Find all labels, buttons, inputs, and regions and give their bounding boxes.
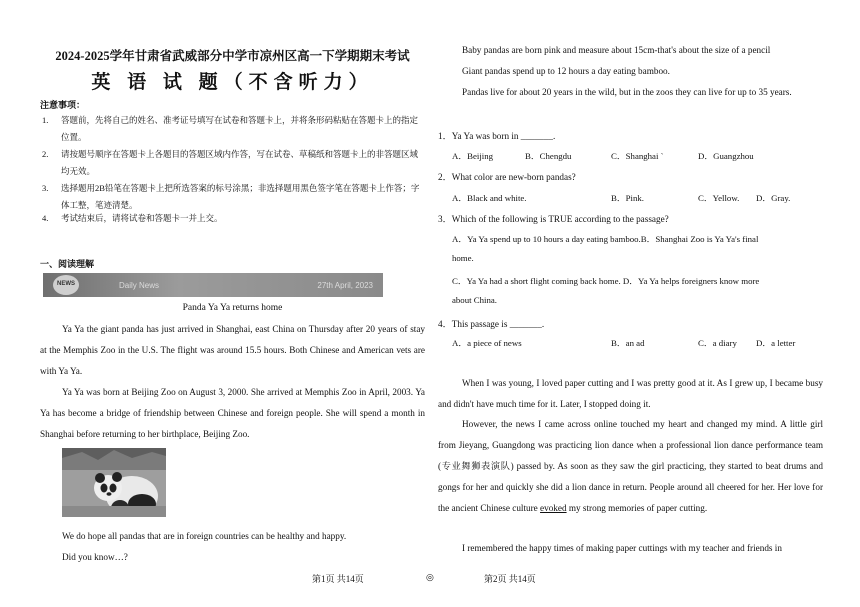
article-title: Panda Ya Ya returns home xyxy=(182,303,283,313)
subject-title: 英 语 试 题（不含听力） xyxy=(91,72,374,93)
question-option: C．Ya Ya had a short flight coming back home. D．Ya Ya helps foreigners know more xyxy=(452,276,760,286)
question-option: C．Shanghai ` xyxy=(611,151,664,161)
footer-page2: 第2页 共14页 xyxy=(484,574,536,584)
question-option: A．Beijing xyxy=(452,151,494,161)
notice-item: 2. 请按题号顺序在答题卡上各题目的答题区域内作答，写在试卷、草稿纸和答题卡上的非答题区域均无效。 xyxy=(42,149,419,176)
question-option: B．Pink. xyxy=(611,193,644,203)
question-option: D．Guangzhou xyxy=(698,151,754,161)
paragraph: Did you know…? xyxy=(62,552,128,562)
section-title: 一、阅读理解 xyxy=(40,259,95,269)
question-stem: 2．What color are new-born pandas? xyxy=(438,172,576,182)
question-stem: 3．Which of the following is TRUE according to the passage? xyxy=(438,214,669,224)
notice-heading: 注意事项： xyxy=(40,100,86,110)
notice-item: 3. 选择题用2B铅笔在答题卡上把所选答案的标号涂黑；非选择题用黑色签字笔在答题卡上作答；字体工整，笔迹清楚。 xyxy=(42,183,420,210)
question-option: A．Black and white. xyxy=(452,193,527,203)
question-option: D．Gray. xyxy=(756,193,791,203)
question-stem: 1．Ya Ya was born in _______. xyxy=(438,131,556,141)
question-option: C．a diary xyxy=(698,338,737,348)
paragraph: I remembered the happy times of making paper cuttings with my teacher and friends in xyxy=(462,543,782,553)
notice-item: 1. 答题前，先将自己的姓名、准考证号填写在试卷和答题卡上，并将条形码粘贴在答题卡上的指定位置。 xyxy=(42,115,419,142)
paragraph: Ya Ya the giant panda has just arrived in Shanghai, east China on Thursday after 20 years of stay at the Memphis Zoo in the U.S. The flight was around 15.5 hours. Both Chinese and American vets are with Ya Ya. xyxy=(40,324,425,376)
question-option: C．Yellow. xyxy=(698,193,740,203)
question-option: D．a letter xyxy=(756,338,796,348)
panda-photo xyxy=(62,448,166,517)
footer-mark: ◎ xyxy=(426,572,434,582)
question-option: A．a piece of news xyxy=(452,338,522,348)
banner-date: 27th April, 2023 xyxy=(317,281,373,290)
paragraph: Baby pandas are born pink and measure about 15cm-that's about the size of a pencil xyxy=(462,45,771,55)
question-stem: 4．This passage is _______. xyxy=(438,319,545,329)
question-option: home. xyxy=(452,253,474,263)
footer-page1: 第1页 共14页 xyxy=(312,574,364,584)
notice-item: 4. 考试结束后，请将试卷和答题卡一并上交。 xyxy=(42,213,223,223)
underlined-word: evoked xyxy=(540,503,567,513)
paragraph: However, the news I came across online touched my heart and changed my mind. A little girl from Jieyang, Guangdong was practicing lion dance when a professional lion dance performance team (专业舞狮表演队) passed by. As soon as they saw the girl practicing, they started to beat drums and gongs for her and quickly she did a lion dance in return. People around all cheered for her. Her love for the ancient Chinese culture evoked my strong memories of paper cutting. xyxy=(438,419,823,513)
question-option: B．an ad xyxy=(611,338,645,348)
exam-title: 2024-2025学年甘肃省武威部分中学市凉州区高一下学期期末考试 xyxy=(55,49,410,63)
paragraph: Giant pandas spend up to 12 hours a day eating bamboo. xyxy=(462,66,670,76)
paragraph: We do hope all pandas that are in foreign countries can be healthy and happy. xyxy=(62,531,347,541)
panda-image-icon xyxy=(62,448,166,517)
paragraph: When I was young, I loved paper cutting and I was pretty good at it. As I grew up, I became busy and didn't have much time for it. Later, I stopped doing it. xyxy=(438,378,823,409)
question-option: A．Ya Ya spend up to 10 hours a day eating bamboo.B．Shanghai Zoo is Ya Ya's final xyxy=(452,234,759,244)
question-option: about China. xyxy=(452,295,497,305)
news-banner xyxy=(43,273,383,297)
paragraph: Pandas live for about 20 years in the wild, but in the zoos they can live for up to 35 years. xyxy=(462,87,792,97)
paragraph: Ya Ya was born at Beijing Zoo on August 3, 2000. She arrived at Memphis Zoo in April, 2003. Ya Ya has become a bridge of friendship between Chinese and foreign people. She will spend a month in Shanghai before returning to her birthplace, Beijing Zoo. xyxy=(40,387,425,439)
news-logo-text: NEWS xyxy=(57,281,75,287)
question-option: B．Chengdu xyxy=(525,151,572,161)
banner-name: Daily News xyxy=(119,281,160,290)
